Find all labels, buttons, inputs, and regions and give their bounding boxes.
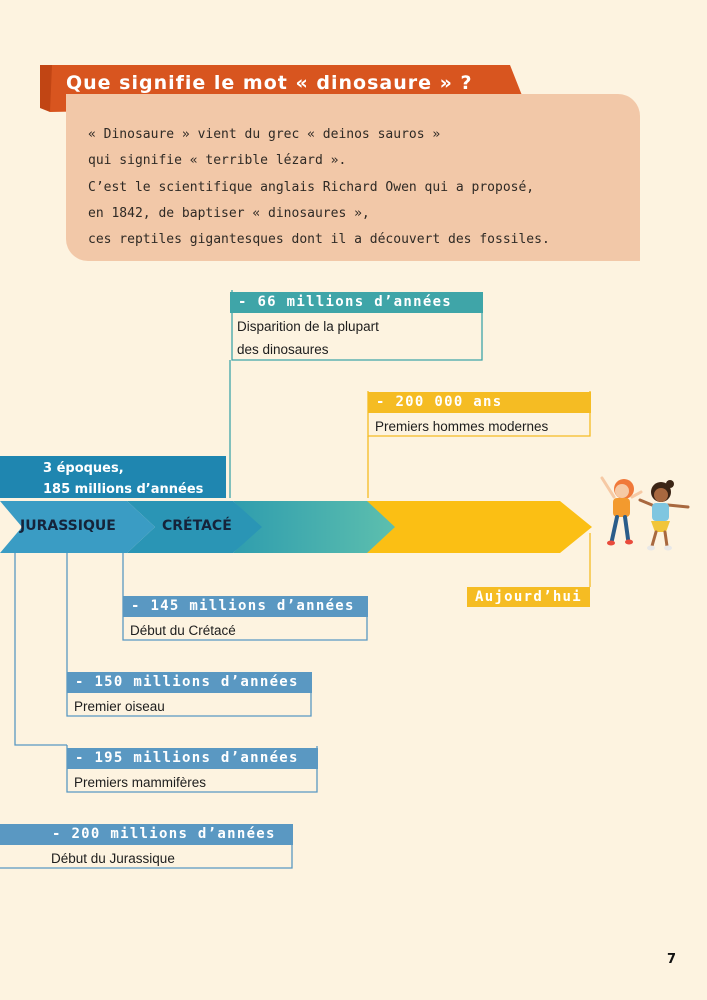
definition-line: ces reptiles gigantesques dont il a découvert des fossiles. [88,232,550,248]
event-200k-time: - 200 000 ans [368,392,591,413]
event-200-text: Début du Jurassique [51,851,175,866]
era-jurassic-label: JURASSIQUE [20,518,116,534]
epochs-line-2: 185 millions d’années [43,482,204,497]
event-66-text-1: Disparition de la plupart [237,319,379,334]
event-195-text: Premiers mammifères [74,775,207,790]
event-145-time: - 145 millions d’années [123,596,368,617]
event-200-time: - 200 millions d’années [0,824,293,845]
epochs-line-1: 3 époques, [43,461,124,476]
today-label: Aujourd’hui [467,587,590,607]
definition-line: qui signifie « terrible lézard ». [88,153,347,169]
page-title: Que signifie le mot « dinosaure » ? [66,72,473,94]
page-number: 7 [667,952,677,967]
event-200k-text: Premiers hommes modernes [375,419,549,434]
event-150-text: Premier oiseau [74,699,165,714]
definition-line: C’est le scientifique anglais Richard Owen qui a proposé, [88,179,535,195]
event-66-text-2: des dinosaures [237,342,329,357]
epochs-summary [43,458,203,500]
era-cretaceous-label: CRÉTACÉ [162,518,232,534]
event-66-time: - 66 millions d’années [230,292,483,313]
event-145-text: Début du Crétacé [130,623,236,638]
definition-line: « Dinosaure » vient du grec « deinos sauros » [88,127,441,142]
definition-line: en 1842, de baptiser « dinosaures », [88,205,370,221]
event-150-time: - 150 millions d’années [67,672,312,693]
children-illustration [602,478,688,551]
timeline-arrow-today [366,501,592,553]
event-195-time: - 195 millions d’années [67,748,318,769]
